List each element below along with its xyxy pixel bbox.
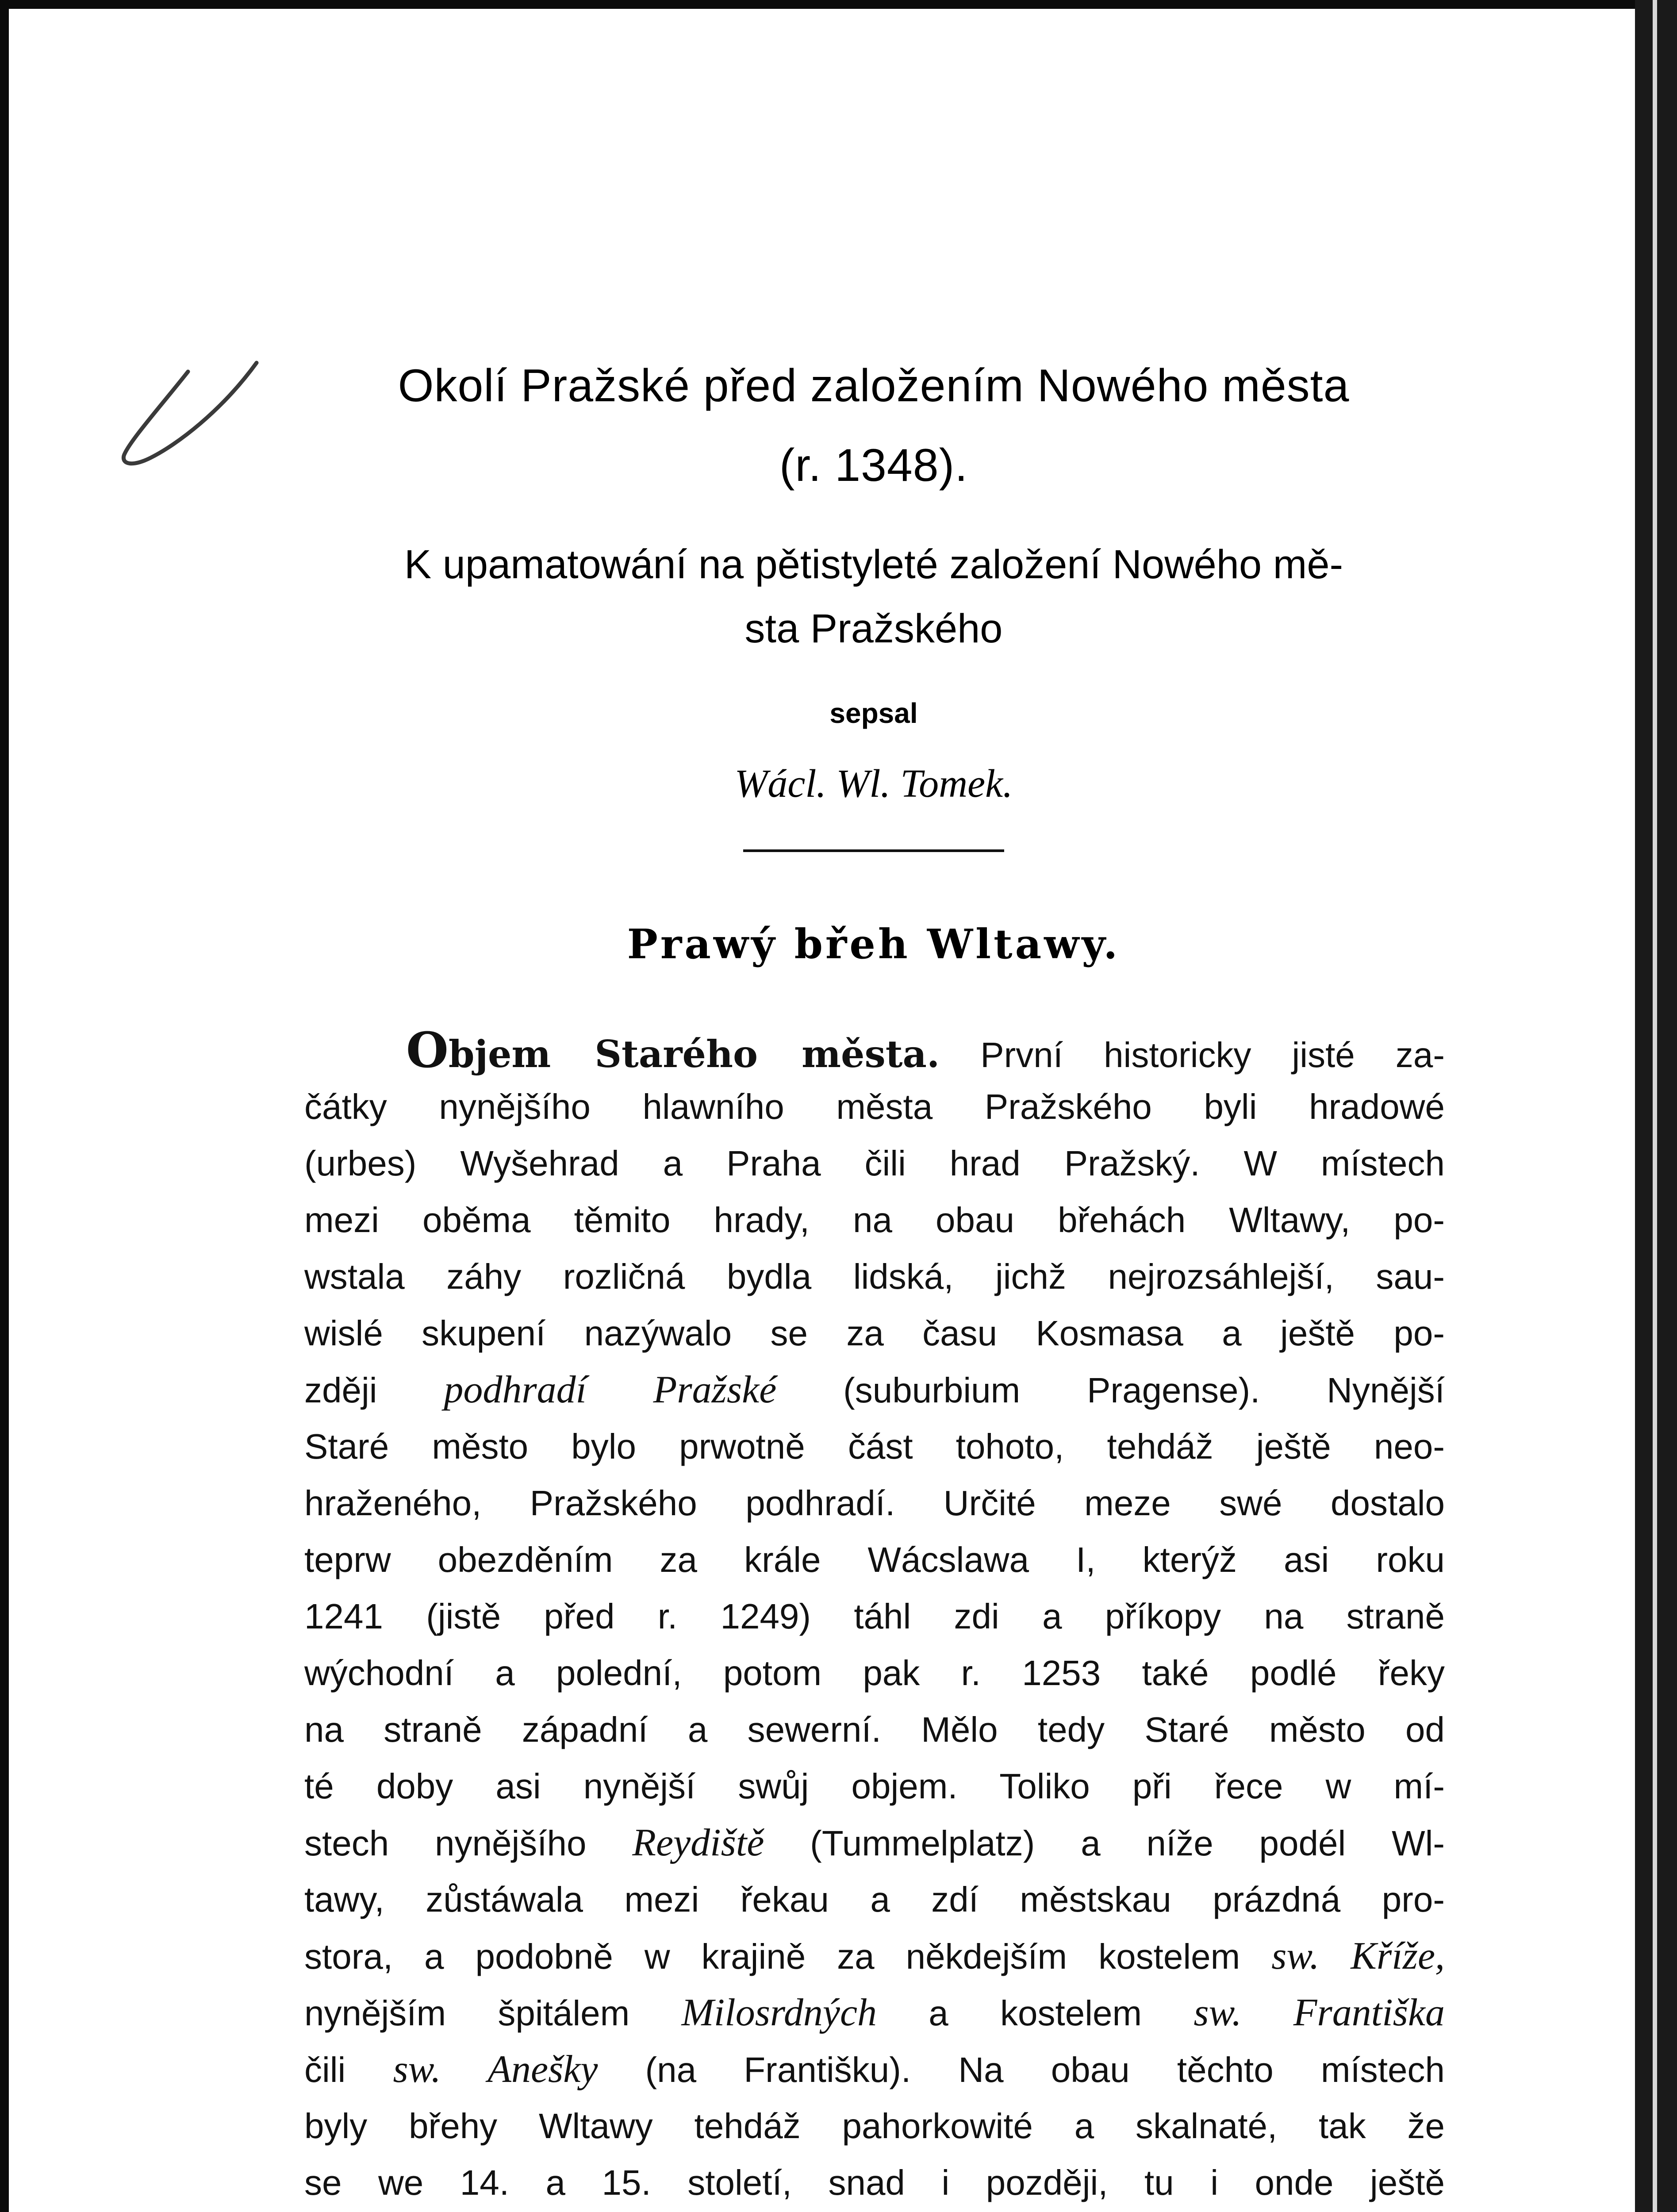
text-line (304, 1815, 1445, 1871)
title-line-2: (r. 1348). (779, 440, 968, 491)
scanned-page (9, 9, 1641, 2212)
text-line: wstala záhy rozličná bydla lidská, jichž nejrozsáhlejší, sau- (304, 1257, 1445, 1296)
text-line: hraženého, Pražského podhradí. Určité meze swé dostalo (304, 1483, 1445, 1523)
text-line: wýchodní a polední, potom pak r. 1253 také podlé řeky (304, 1653, 1445, 1693)
subtitle-line-2: sta Pražského (744, 606, 1003, 651)
text-line-content: (Tummelplatz) a níže podél Wl- (764, 1824, 1445, 1863)
text-line: byly břehy Wltawy tehdáž pahorkowité a skalnaté, tak že (304, 2106, 1445, 2146)
text-line (304, 1362, 1445, 1418)
text-line: Staré město bylo prwotně část tohoto, tehdáž ještě neo- (304, 1427, 1445, 1466)
body-text (304, 1022, 1445, 2212)
text-line: tawy, zůstáwala mezi řekau a zdí městskau prázdná pro- (304, 1880, 1445, 1919)
title-line-1: Okolí Pražské před založením Nowého města (398, 360, 1350, 411)
text-line-content: (na Františku). Na obau těchto místech (598, 2050, 1445, 2089)
text-line: se we 14. a 15. století, snad i později, tu i onde ještě (304, 2163, 1445, 2202)
lead-initial: O (406, 1022, 449, 1079)
text-line (304, 2041, 1445, 2098)
section-heading: Prawý břeh Wltawy. (627, 920, 1121, 968)
scan-edge-line (1653, 0, 1657, 2212)
text-line-content: stora, a podobně w krajině za někdejším kostelem (304, 1937, 1272, 1976)
byline-label: sepsal (829, 697, 918, 729)
text-line: na straně západní a sewerní. Mělo tedy Staré město od (304, 1710, 1445, 1749)
text-line (304, 1928, 1445, 1985)
text-line-content: První historicky jisté za- (980, 1035, 1445, 1075)
text-line-content: čili (304, 2050, 393, 2089)
pencil-check-mark-icon (111, 345, 261, 487)
italic-term: sw. Františka (1193, 1991, 1445, 2034)
text-line-content: a kostelem (877, 1993, 1194, 2033)
text-line: mezi oběma těmito hrady, na obau břehách Wltawy, po- (304, 1200, 1445, 1240)
text-line: čátky nynějšího hlawního města Pražského byli hradowé (304, 1087, 1445, 1126)
text-line-content: nynějším špitálem (304, 1993, 682, 2033)
scan-edge (1635, 0, 1677, 2212)
author-name: Wácl. Wl. Tomek. (734, 762, 1013, 806)
subtitle-line-1: K upamatowání na pětistyleté založení Nowého mě- (404, 542, 1343, 587)
text-line: té doby asi nynější swůj objem. Toliko při řece w mí- (304, 1767, 1445, 1806)
text-line: wislé skupení nazýwalo se za času Kosmasa a ještě po- (304, 1313, 1445, 1353)
italic-term: sw. Anešky (393, 2048, 598, 2091)
text-line-content: stech nynějšího (304, 1824, 633, 1863)
text-line (304, 1022, 1445, 1079)
italic-term: podhradí Pražské (444, 1368, 777, 1411)
divider-rule (743, 849, 1004, 852)
text-line: (urbes) Wyšehrad a Praha čili hrad Pražský. W místech (304, 1144, 1445, 1183)
text-line-content: (suburbium Pragense). Nynější (776, 1371, 1445, 1410)
text-line-content: zději (304, 1371, 444, 1410)
italic-term: sw. Kříže, (1271, 1935, 1445, 1978)
text-line (304, 1985, 1445, 2041)
text-line: 1241 (jistě před r. 1249) táhl zdi a příkopy na straně (304, 1597, 1445, 1636)
lead-phrase: bjem Starého města. (448, 1032, 940, 1076)
italic-term: Reydiště (632, 1821, 764, 1864)
text-line: teprw obezděním za krále Wácslawa I, kterýž asi roku (304, 1540, 1445, 1579)
italic-term: Milosrdných (681, 1991, 877, 2034)
